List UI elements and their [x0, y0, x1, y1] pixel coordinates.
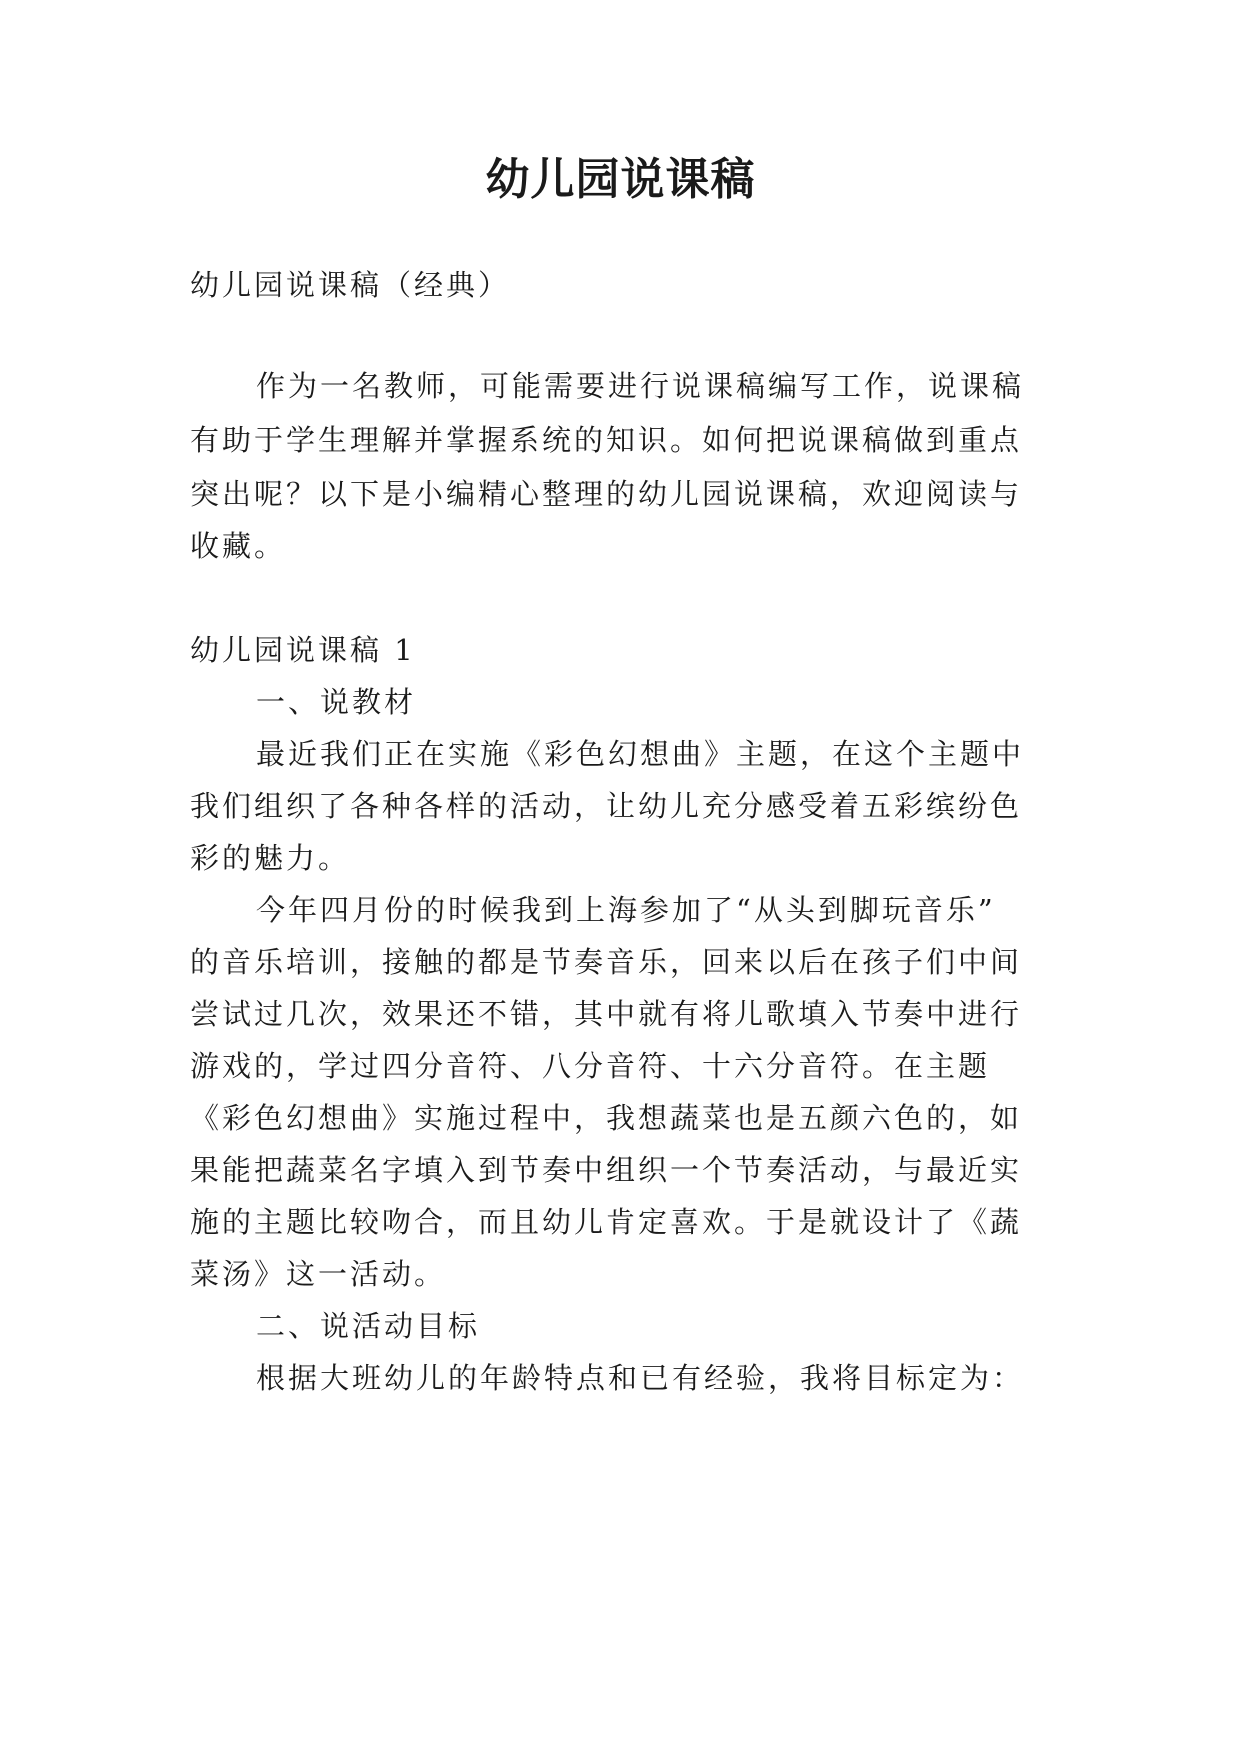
- part-heading: 二、说活动目标: [256, 1309, 481, 1343]
- paragraph-line: 果能把蔬菜名字填入到节奏中组织一个节奏活动，与最近实: [190, 1153, 1023, 1187]
- paragraph-line: 我们组织了各种各样的活动，让幼儿充分感受着五彩缤纷色: [190, 789, 1023, 823]
- document-subtitle: 幼儿园说课稿（经典）: [190, 268, 511, 302]
- intro-line: 作为一名教师，可能需要进行说课稿编写工作，说课稿: [256, 369, 1025, 403]
- paragraph-line: 施的主题比较吻合，而且幼儿肯定喜欢。于是就设计了《蔬: [190, 1205, 1023, 1239]
- paragraph-line: 今年四月份的时候我到上海参加了“从头到脚玩音乐”: [256, 893, 996, 927]
- document-title: 幼儿园说课稿: [485, 154, 756, 205]
- intro-line: 收藏。: [190, 529, 287, 563]
- paragraph-line: 彩的魅力。: [190, 841, 351, 875]
- paragraph-line: 游戏的，学过四分音符、八分音符、十六分音符。在主题: [190, 1049, 991, 1083]
- paragraph-line: 菜汤》这一活动。: [190, 1257, 447, 1291]
- paragraph-line: 《彩色幻想曲》实施过程中，我想蔬菜也是五颜六色的，如: [190, 1101, 1023, 1135]
- paragraph-line: 最近我们正在实施《彩色幻想曲》主题，在这个主题中: [256, 737, 1025, 771]
- paragraph-line: 尝试过几次，效果还不错，其中就有将儿歌填入节奏中进行: [190, 997, 1023, 1031]
- intro-line: 突出呢？以下是小编精心整理的幼儿园说课稿，欢迎阅读与: [190, 477, 1023, 511]
- intro-line: 有助于学生理解并掌握系统的知识。如何把说课稿做到重点: [190, 423, 1023, 457]
- paragraph-line: 的音乐培训，接触的都是节奏音乐，回来以后在孩子们中间: [190, 945, 1023, 979]
- section-heading: 幼儿园说课稿 1: [190, 633, 416, 667]
- part-heading: 一、说教材: [256, 685, 417, 719]
- paragraph-line: 根据大班幼儿的年龄特点和已有经验，我将目标定为：: [256, 1361, 1025, 1395]
